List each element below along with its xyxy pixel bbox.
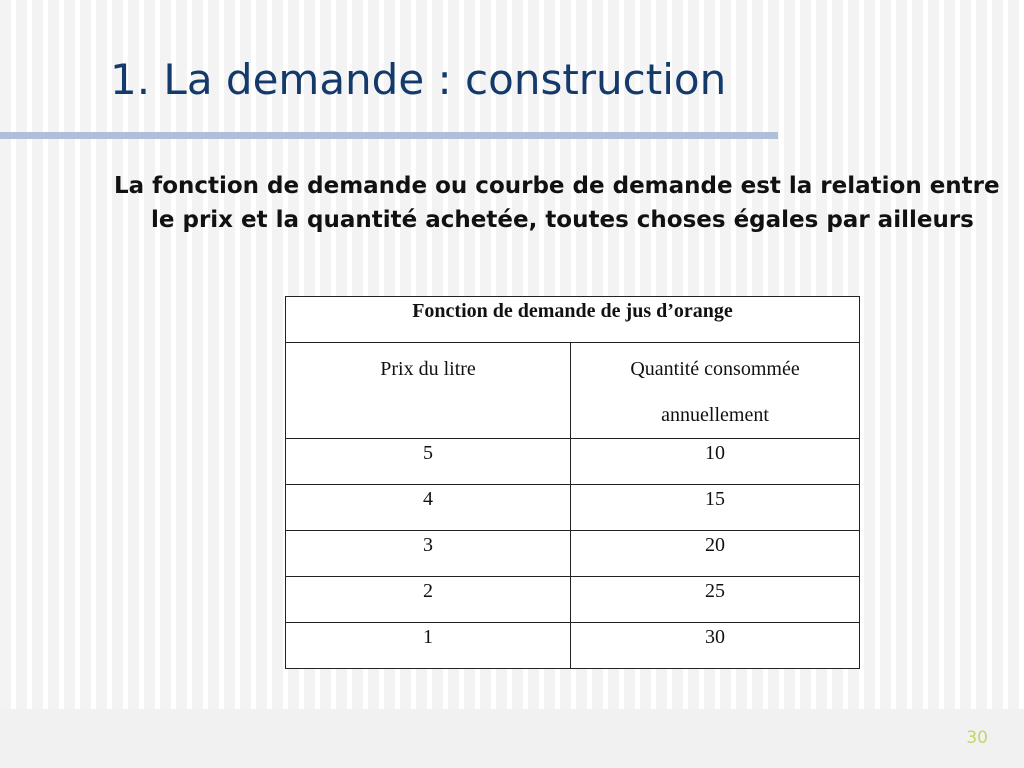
table-row	[286, 531, 860, 577]
bullet-paragraph: La fonction de demande ou courbe de demande est la relation entre le prix et la quantité achetée, toutes choses égales par ailleurs	[114, 173, 1000, 233]
demand-table	[285, 296, 860, 669]
price-cell: 5	[286, 439, 571, 485]
price-cell: 2	[286, 577, 571, 623]
title-underline	[0, 132, 778, 139]
page-number: 30	[966, 728, 988, 748]
header-price-label: Prix du litre	[380, 358, 476, 380]
slide-title: 1. La demande : construction	[110, 55, 727, 104]
table-row	[286, 439, 860, 485]
price-cell: 3	[286, 531, 571, 577]
table-row	[286, 577, 860, 623]
quantity-cell: 20	[571, 531, 860, 577]
quantity-cell: 15	[571, 485, 860, 531]
table-row	[286, 485, 860, 531]
price-cell: 4	[286, 485, 571, 531]
quantity-cell: 25	[571, 577, 860, 623]
header-quantity-line1: Quantité consommée	[630, 358, 800, 380]
header-quantity-line2: annuellement	[661, 404, 769, 426]
table-row	[286, 623, 860, 669]
quantity-cell: 30	[571, 623, 860, 669]
footer-band	[0, 709, 1024, 768]
table-caption: Fonction de demande de jus d’orange	[286, 297, 860, 343]
table-header-row	[286, 343, 860, 439]
quantity-cell: 10	[571, 439, 860, 485]
header-quantity	[571, 343, 860, 439]
price-cell: 1	[286, 623, 571, 669]
header-price	[286, 343, 571, 439]
table-caption-row	[286, 297, 860, 343]
